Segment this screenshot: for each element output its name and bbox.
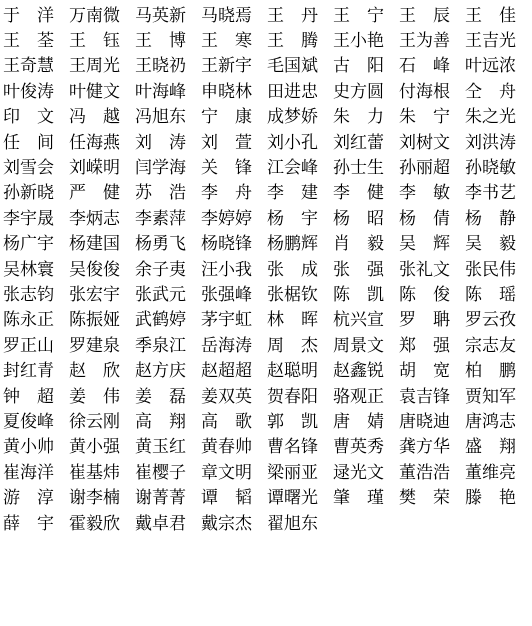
name-entry: 高 歌 [201, 411, 252, 432]
name-entry: 王 博 [135, 31, 186, 52]
name-entry: 龚方华 [399, 437, 450, 458]
name-entry: 王 丹 [267, 5, 318, 26]
name-entry: 闫学海 [135, 158, 186, 179]
name-entry: 刘 萱 [201, 132, 252, 153]
name-entry: 李素萍 [135, 208, 186, 229]
name-entry: 杨广宇 [3, 234, 54, 255]
name-entry: 张 强 [333, 259, 384, 280]
name-entry: 孙晓敏 [465, 158, 516, 179]
name-entry: 王周光 [69, 56, 120, 77]
name-entry: 杨勇飞 [135, 234, 186, 255]
name-entry: 张武元 [135, 284, 186, 305]
name-entry: 杨 倩 [399, 208, 450, 229]
name-entry: 苏 浩 [135, 183, 186, 204]
name-entry: 樊 荣 [399, 488, 450, 509]
name-entry: 董浩浩 [399, 462, 450, 483]
name-entry: 唐 婧 [333, 411, 384, 432]
name-entry: 严 健 [69, 183, 120, 204]
name-entry: 黄玉红 [135, 437, 186, 458]
name-entry: 汪小我 [201, 259, 252, 280]
name-entry: 李 敏 [399, 183, 450, 204]
name-entry: 王 佳 [465, 5, 516, 26]
name-entry: 罗正山 [3, 335, 54, 356]
name-entry: 季泉江 [135, 335, 186, 356]
name-entry: 张志钧 [3, 284, 54, 305]
name-entry: 岳海涛 [201, 335, 252, 356]
name-entry: 成梦娇 [267, 107, 318, 128]
name-entry: 林 晖 [267, 310, 318, 331]
name-entry: 刘小孔 [267, 132, 318, 153]
name-entry: 罗 聃 [399, 310, 450, 331]
name-entry: 朱之光 [465, 107, 516, 128]
name-entry: 刘红蕾 [333, 132, 384, 153]
name-entry: 黄春帅 [201, 437, 252, 458]
name-entry: 杨 静 [465, 208, 516, 229]
name-entry: 李宇晟 [3, 208, 54, 229]
name-entry: 贺春阳 [267, 386, 318, 407]
name-entry: 仝 舟 [465, 81, 516, 102]
name-entry: 孙丽超 [399, 158, 450, 179]
name-entry: 王 腾 [267, 31, 318, 52]
name-entry: 刘树文 [399, 132, 450, 153]
name-entry: 叶远浓 [465, 56, 516, 77]
name-entry: 石 峰 [399, 56, 450, 77]
name-entry: 赵 欣 [69, 361, 120, 382]
name-entry: 印 文 [3, 107, 54, 128]
name-entry: 古 阳 [333, 56, 384, 77]
name-entry: 王 荃 [3, 31, 54, 52]
name-list [3, 3, 531, 536]
name-entry: 曹英秀 [333, 437, 384, 458]
name-entry: 刘洪涛 [465, 132, 516, 153]
name-entry: 姜 伟 [69, 386, 120, 407]
name-entry: 肇 瑾 [333, 488, 384, 509]
name-entry: 马晓焉 [201, 5, 252, 26]
name-entry: 肖 毅 [333, 234, 384, 255]
name-entry: 陈振娅 [69, 310, 120, 331]
name-entry: 张礼文 [399, 259, 450, 280]
name-entry: 姜双英 [201, 386, 252, 407]
name-entry: 周 杰 [267, 335, 318, 356]
name-entry: 曹名锋 [267, 437, 318, 458]
name-entry: 郭 凯 [267, 411, 318, 432]
name-entry: 关 锋 [201, 158, 252, 179]
name-entry: 赵超超 [201, 361, 252, 382]
name-entry: 周景文 [333, 335, 384, 356]
name-entry: 谭曙光 [267, 488, 318, 509]
name-entry: 吴林寰 [3, 259, 54, 280]
name-entry: 王 钰 [69, 31, 120, 52]
name-entry: 朱 力 [333, 107, 384, 128]
name-entry: 王 寒 [201, 31, 252, 52]
name-entry: 赵鑫锐 [333, 361, 384, 382]
name-entry: 冯旭东 [135, 107, 186, 128]
name-entry: 翟旭东 [267, 513, 318, 534]
name-entry: 陈 俊 [399, 284, 450, 305]
name-entry: 章文明 [201, 462, 252, 483]
name-entry: 江会峰 [267, 158, 318, 179]
name-entry: 武鹤婷 [135, 310, 186, 331]
name-entry: 王奇慧 [3, 56, 54, 77]
name-entry: 宗志友 [465, 335, 516, 356]
name-entry: 霍毅欣 [69, 513, 120, 534]
name-entry: 钟 超 [3, 386, 54, 407]
name-entry: 马英新 [135, 5, 186, 26]
name-entry: 盛 翔 [465, 437, 516, 458]
name-entry: 谢李楠 [69, 488, 120, 509]
name-entry: 李炳志 [69, 208, 120, 229]
name-entry: 王为善 [399, 31, 450, 52]
name-entry: 孙新晓 [3, 183, 54, 204]
name-entry: 滕 艳 [465, 488, 516, 509]
name-entry: 王 宁 [333, 5, 384, 26]
name-entry: 杭兴宣 [333, 310, 384, 331]
name-entry: 张民伟 [465, 259, 516, 280]
name-entry: 游 淳 [3, 488, 54, 509]
name-entry: 毛国斌 [267, 56, 318, 77]
name-entry: 张椐钦 [267, 284, 318, 305]
name-entry: 戴宗杰 [201, 513, 252, 534]
name-entry: 史方圆 [333, 81, 384, 102]
name-entry: 王 辰 [399, 5, 450, 26]
name-entry: 杨鹏辉 [267, 234, 318, 255]
name-entry: 余子夷 [135, 259, 186, 280]
name-entry: 申晓林 [201, 81, 252, 102]
name-entry: 朱 宁 [399, 107, 450, 128]
name-entry: 李婷婷 [201, 208, 252, 229]
name-entry: 陈永正 [3, 310, 54, 331]
name-entry: 冯 越 [69, 107, 120, 128]
name-entry: 封红青 [3, 361, 54, 382]
name-entry: 李 健 [333, 183, 384, 204]
name-entry: 黄小强 [69, 437, 120, 458]
name-entry: 吴 毅 [465, 234, 516, 255]
name-entry: 杨建国 [69, 234, 120, 255]
name-entry: 付海根 [399, 81, 450, 102]
name-entry: 吴 辉 [399, 234, 450, 255]
name-entry: 任 间 [3, 132, 54, 153]
name-entry: 贾知军 [465, 386, 516, 407]
name-entry: 叶健文 [69, 81, 120, 102]
name-entry: 胡 宽 [399, 361, 450, 382]
name-entry: 张 成 [267, 259, 318, 280]
name-entry: 王吉光 [465, 31, 516, 52]
name-entry: 唐鸿志 [465, 411, 516, 432]
name-entry: 杨晓锋 [201, 234, 252, 255]
name-entry: 陈 瑶 [465, 284, 516, 305]
name-entry: 王晓礽 [135, 56, 186, 77]
name-entry: 李书艺 [465, 183, 516, 204]
name-entry: 陈 凯 [333, 284, 384, 305]
name-entry: 吴俊俊 [69, 259, 120, 280]
name-entry: 骆观正 [333, 386, 384, 407]
name-entry: 董维亮 [465, 462, 516, 483]
name-entry: 刘嵘明 [69, 158, 120, 179]
name-entry: 崔海洋 [3, 462, 54, 483]
name-entry: 逯光文 [333, 462, 384, 483]
name-entry: 万南微 [69, 5, 120, 26]
name-entry: 谭 韬 [201, 488, 252, 509]
name-entry: 张强峰 [201, 284, 252, 305]
name-entry: 李 舟 [201, 183, 252, 204]
name-entry: 杨 宇 [267, 208, 318, 229]
name-entry: 郑 强 [399, 335, 450, 356]
name-entry: 崔樱子 [135, 462, 186, 483]
name-entry: 王新宇 [201, 56, 252, 77]
name-entry: 徐云刚 [69, 411, 120, 432]
name-entry: 梁丽亚 [267, 462, 318, 483]
name-entry: 叶俊涛 [3, 81, 54, 102]
name-entry: 茅宇虹 [201, 310, 252, 331]
name-entry: 叶海峰 [135, 81, 186, 102]
name-entry: 姜 磊 [135, 386, 186, 407]
name-entry: 孙士生 [333, 158, 384, 179]
name-entry: 谢菁菁 [135, 488, 186, 509]
name-entry: 宁 康 [201, 107, 252, 128]
name-entry: 刘雪会 [3, 158, 54, 179]
name-entry: 张宏宇 [69, 284, 120, 305]
name-entry: 柏 鹏 [465, 361, 516, 382]
name-entry: 李 建 [267, 183, 318, 204]
name-entry: 崔基炜 [69, 462, 120, 483]
name-entry: 赵聪明 [267, 361, 318, 382]
name-entry: 王小艳 [333, 31, 384, 52]
name-entry: 任海燕 [69, 132, 120, 153]
name-entry: 罗云孜 [465, 310, 516, 331]
name-entry: 袁吉锋 [399, 386, 450, 407]
name-entry: 田进忠 [267, 81, 318, 102]
name-entry: 于 洋 [3, 5, 54, 26]
name-entry: 刘 涛 [135, 132, 186, 153]
name-entry: 戴卓君 [135, 513, 186, 534]
name-entry: 罗建泉 [69, 335, 120, 356]
name-entry: 夏俊峰 [3, 411, 54, 432]
name-entry: 杨 昭 [333, 208, 384, 229]
name-entry: 赵方庆 [135, 361, 186, 382]
name-entry: 唐晓迪 [399, 411, 450, 432]
name-entry: 薛 宇 [3, 513, 54, 534]
name-entry: 黄小帅 [3, 437, 54, 458]
name-entry: 高 翔 [135, 411, 186, 432]
